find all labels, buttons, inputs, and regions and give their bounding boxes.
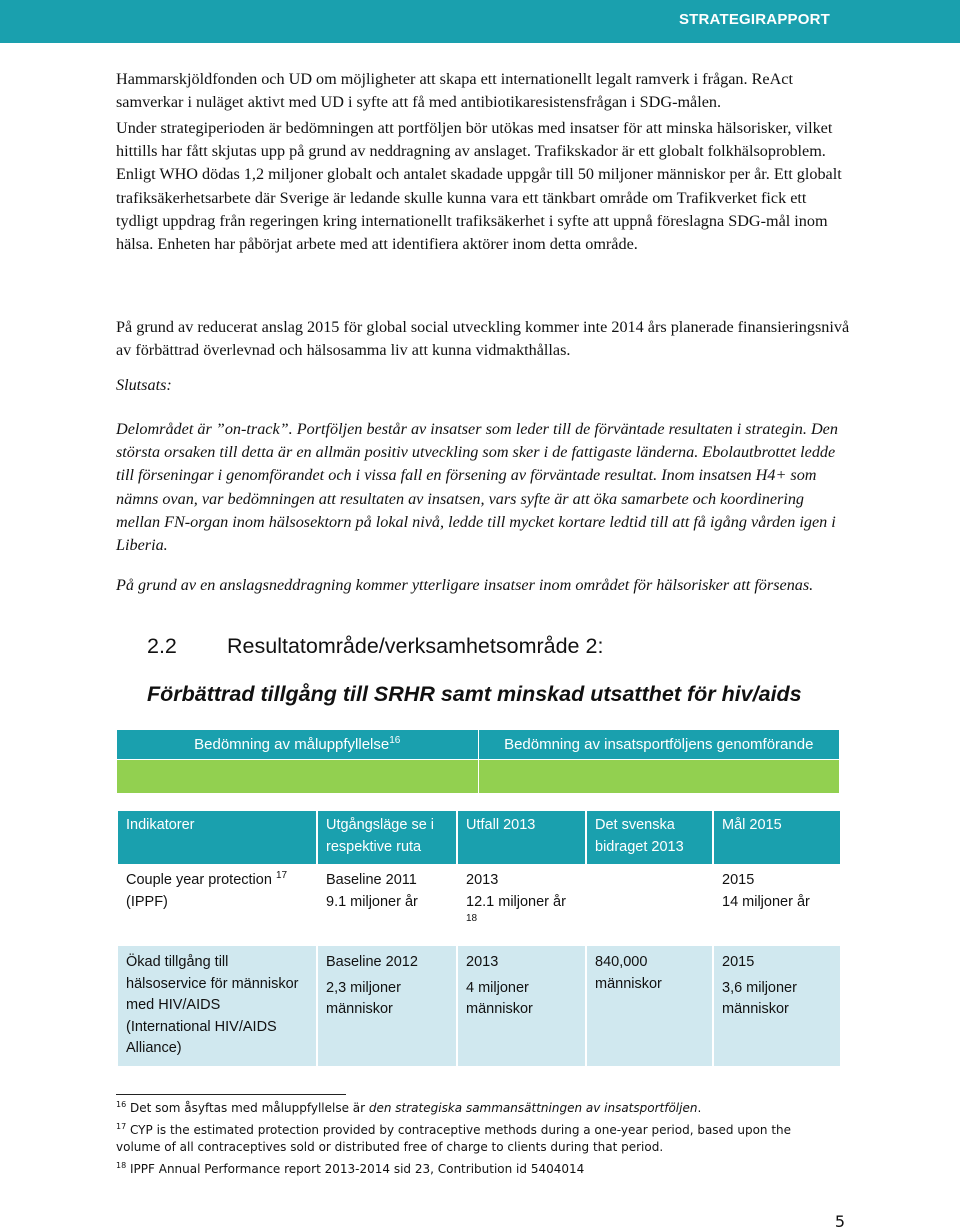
footnote-ref-18: 18	[466, 913, 478, 925]
indicator-table	[116, 809, 842, 1068]
target-year: 2015	[722, 954, 755, 970]
indicator-org: (IPPF)	[126, 893, 168, 910]
target-year: 2015	[722, 872, 755, 888]
footnote-16: $^{16}$ Det som åsyftas med måluppfyllelse är den strategiska sammansättningen av insatsportföljen.	[116, 1100, 702, 1115]
footnote-ref-16: 16	[389, 735, 401, 746]
column-header-contribution: Det svenska bidraget 2013	[586, 810, 713, 865]
assessment-status-goal	[117, 760, 479, 794]
cell-target	[713, 865, 841, 945]
footnote-17: $^{17}$ CYP is the estimated protection provided by contraceptive methods during a one-year period, based upon the volume of all contraceptives sold or distributed free of charge to clients during that period.	[116, 1121, 792, 1154]
assessment-table	[116, 729, 840, 794]
column-header-target: Mål 2015	[713, 810, 841, 865]
indicator-name: Couple year protection	[126, 872, 272, 888]
column-header-outcome: Utfall 2013	[457, 810, 586, 865]
table-row	[117, 865, 841, 945]
assessment-header-goal	[117, 730, 479, 760]
section-number: 2.2	[147, 634, 177, 658]
footnotes	[116, 1100, 836, 1182]
footnote-divider	[116, 1094, 346, 1095]
assessment-header-portfolio: Bedömning av insatsportföljens genomförande	[478, 730, 840, 760]
section-heading	[147, 634, 603, 659]
footnote-ref-17: 17	[275, 870, 288, 882]
baseline-value: 9.1 miljoner år	[326, 893, 418, 910]
target-value: 3,6 miljoner människor	[722, 979, 797, 1017]
cell-outcome	[457, 865, 586, 945]
table-row	[117, 945, 841, 1067]
target-value: 14 miljoner år	[722, 893, 810, 910]
conclusion-label: Slutsats:	[116, 376, 172, 394]
paragraph-trafiksakerhet: Under strategiperioden är bedömningen att portföljen bör utökas med insatser för att minska hälsorisker, vilket hittills har fått skjutas upp på grund av neddragning av anslaget. Trafikskador är ett globalt folkhälsoproblem. Enligt WHO dödas 1,2 miljoner globalt och antalet skadade uppgår till 50 miljoner människor per år. Ett globalt trafiksäkerhetsarbete där Sverige är ledande skulle kunna vara ett tänkbart område om Trafikverket fick ett tydligt uppdrag från regeringen kring internationellt trafiksäkerhet i syfte att uppnå föreslagna SDG-mål inom hälsa. Enheten har påbörjat arbete med att identifiera aktörer inom detta område.	[116, 119, 842, 254]
paragraph-ud-react: Hammarskjöldfonden och UD om möjligheter att skapa ett internationellt legalt ramverk i frågan. ReAct samverkar i nuläget aktivt med UD i syfte att få med antibiotikaresistensfrågan i SDG-målen.	[116, 70, 793, 112]
baseline-label: Baseline 2012	[326, 954, 418, 970]
paragraph-delay: På grund av en anslagsneddragning kommer ytterligare insatser inom området för hälsorisker att försenas.	[116, 576, 814, 594]
cell-indicator: Ökad tillgång till hälsoservice för människor med HIV/AIDS (International HIV/AIDS Alliance)	[117, 945, 317, 1067]
cell-baseline	[317, 945, 457, 1067]
section-title: Resultatområde/verksamhetsområde 2:	[227, 634, 604, 658]
assessment-status-portfolio	[478, 760, 840, 794]
column-header-indicators: Indikatorer	[117, 810, 317, 865]
paragraph-reducerat-anslag: På grund av reducerat anslag 2015 för global social utveckling kommer inte 2014 års planerade finansieringsnivå av förbättrad överlevnad och hälsosamma liv att kunna vidmakthållas.	[116, 318, 850, 360]
page-number: 5	[834, 1212, 845, 1231]
cell-target	[713, 945, 841, 1067]
cell-contribution: 840,000 människor	[586, 945, 713, 1067]
outcome-value: 12.1 miljoner år	[466, 893, 566, 910]
cell-outcome	[457, 945, 586, 1067]
assessment-header-goal-label: Bedömning av måluppfyllelse	[194, 736, 390, 753]
section-subtitle: Förbättrad tillgång till SRHR samt minskad utsatthet för hiv/aids	[147, 682, 802, 706]
cell-baseline	[317, 865, 457, 945]
outcome-year: 2013	[466, 872, 499, 888]
outcome-year: 2013	[466, 954, 499, 970]
baseline-value: 2,3 miljoner människor	[326, 979, 401, 1017]
paragraph-conclusion: Delområdet är ”on-track”. Portföljen består av insatser som leder till de förväntade resultaten i strategin. Den största orsaken till detta är en allmän positiv utveckling som sker i de fattigaste länderna. Ebolautbrottet ledde till förseningar i genomförandet och i vissa fall en försening av förväntade resultat. Inom insatsen H4+ som nämns ovan, var bedömningen att resultaten av insatsen, vars syfte är att öka samarbete och koordinering mellan FN-organ inom hälsosektorn på lokal nivå, ledde till mycket kortare ledtid till att få igång vården igen i Liberia.	[116, 420, 838, 555]
baseline-label: Baseline 2011	[326, 872, 417, 888]
column-header-baseline: Utgångsläge se i respektive ruta	[317, 810, 457, 865]
cell-indicator	[117, 865, 317, 945]
header-title: STRATEGIRAPPORT	[678, 11, 830, 28]
footnote-18: $^{18}$ IPPF Annual Performance report 2013-2014 sid 23, Contribution id 5404014	[116, 1160, 585, 1176]
cell-contribution	[586, 865, 713, 945]
outcome-value: 4 miljoner människor	[466, 979, 533, 1017]
